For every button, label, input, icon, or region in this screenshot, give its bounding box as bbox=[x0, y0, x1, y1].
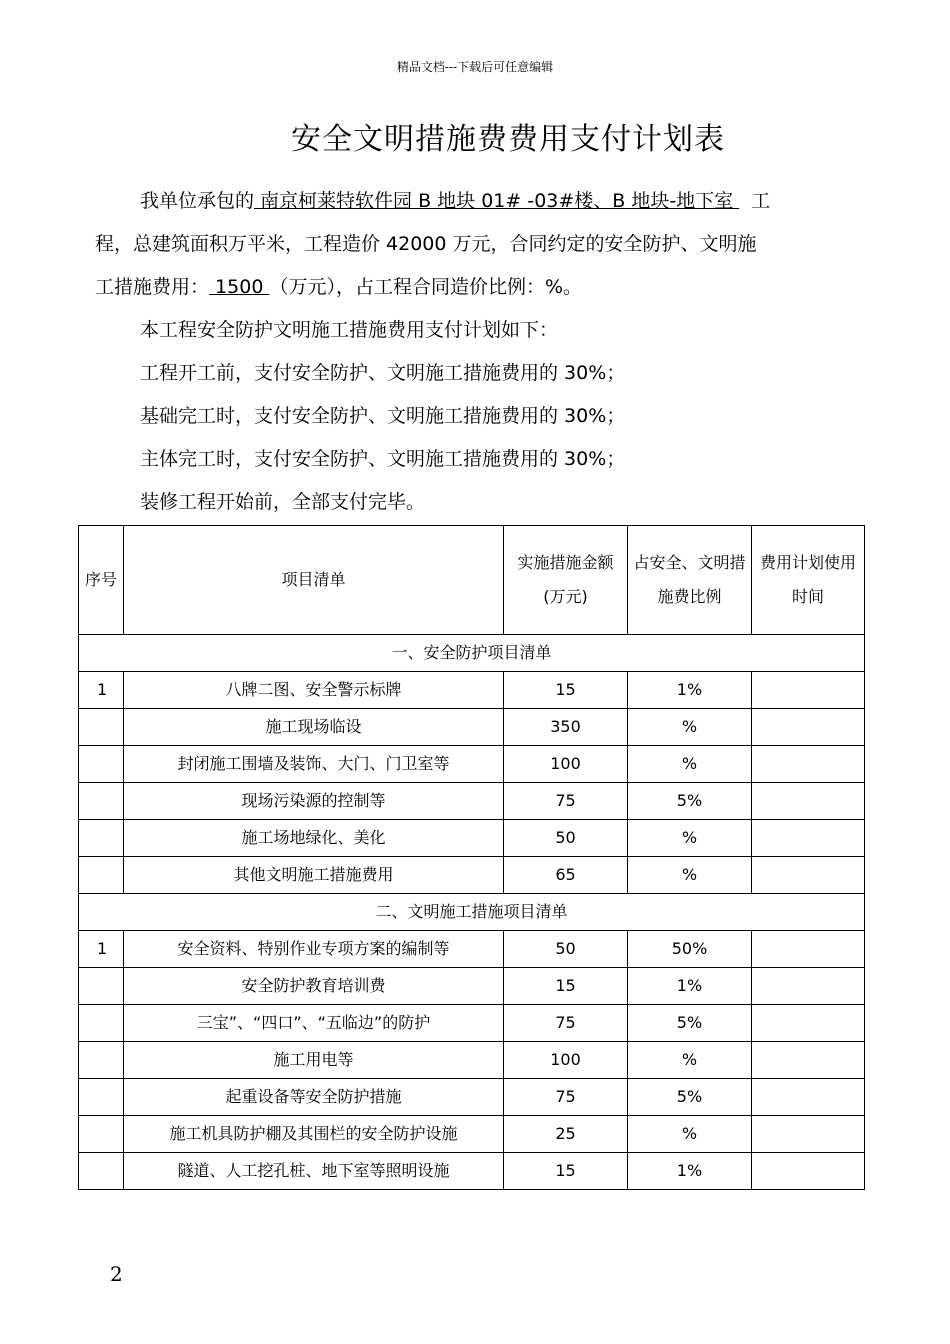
cell-item: 现场污染源的控制等 bbox=[124, 783, 504, 820]
cell-ratio: 1% bbox=[628, 672, 752, 709]
cell-item: 起重设备等安全防护措施 bbox=[124, 1079, 504, 1116]
cell-amount: 15 bbox=[504, 672, 628, 709]
cell-amount: 75 bbox=[504, 783, 628, 820]
cell-ratio: 1% bbox=[628, 968, 752, 1005]
cell-item: 施工场地绿化、美化 bbox=[124, 820, 504, 857]
page-number: 2 bbox=[110, 1262, 123, 1286]
table-row bbox=[79, 1005, 865, 1042]
cell-no bbox=[79, 709, 124, 746]
table-row bbox=[79, 746, 865, 783]
cell-time bbox=[752, 746, 865, 783]
section-row bbox=[79, 894, 865, 931]
cell-no bbox=[79, 1116, 124, 1153]
intro-line-2: 程，总建筑面积万平米，工程造价 42000 万元，合同约定的安全防护、文明施 bbox=[95, 233, 757, 255]
cell-amount: 50 bbox=[504, 820, 628, 857]
header-ratio: 占安全、文明措施费比例 bbox=[628, 526, 752, 635]
cell-amount: 15 bbox=[504, 1153, 628, 1190]
cell-amount: 350 bbox=[504, 709, 628, 746]
page-title: 安全文明措施费费用支付计划表 bbox=[291, 122, 725, 157]
fee-label: 工措施费用： bbox=[95, 276, 210, 298]
table-row bbox=[79, 857, 865, 894]
header-amount: 实施措施金额(万元) bbox=[504, 526, 628, 635]
cell-item: 施工用电等 bbox=[124, 1042, 504, 1079]
header-note: 精品文档---下载后可任意编辑 bbox=[396, 60, 554, 74]
cell-amount: 15 bbox=[504, 968, 628, 1005]
cell-no bbox=[79, 1042, 124, 1079]
cell-item: 施工现场临设 bbox=[124, 709, 504, 746]
cell-time bbox=[752, 1153, 865, 1190]
cell-ratio: 5% bbox=[628, 783, 752, 820]
cell-ratio: 50% bbox=[628, 931, 752, 968]
cell-item: 其他文明施工措施费用 bbox=[124, 857, 504, 894]
table-row bbox=[79, 1116, 865, 1153]
cell-item: 三宝”、“四口”、“五临边”的防护 bbox=[124, 1005, 504, 1042]
project-name: 南京柯莱特软件园 B 地块 01# -03#楼、B 地块-地下室 bbox=[254, 190, 740, 212]
cell-amount: 50 bbox=[504, 931, 628, 968]
section-row bbox=[79, 635, 865, 672]
cell-amount: 25 bbox=[504, 1116, 628, 1153]
table-header-row bbox=[79, 526, 865, 635]
header-time: 费用计划使用时间 bbox=[752, 526, 865, 635]
cell-ratio: 5% bbox=[628, 1005, 752, 1042]
cell-item: 隧道、人工挖孔桩、地下室等照明设施 bbox=[124, 1153, 504, 1190]
cell-amount: 75 bbox=[504, 1005, 628, 1042]
cell-ratio: % bbox=[628, 1042, 752, 1079]
section-title: 二、文明施工措施项目清单 bbox=[79, 894, 865, 931]
cell-time bbox=[752, 968, 865, 1005]
plan-line: 工程开工前，支付安全防护、文明施工措施费用的 30%； bbox=[140, 362, 626, 384]
cell-no bbox=[79, 968, 124, 1005]
cell-time bbox=[752, 709, 865, 746]
cell-no: 1 bbox=[79, 672, 124, 709]
cell-amount: 100 bbox=[504, 746, 628, 783]
cell-ratio: % bbox=[628, 857, 752, 894]
fee-amount: 1500 bbox=[209, 276, 270, 298]
plan-line: 装修工程开始前，全部支付完毕。 bbox=[140, 491, 426, 513]
intro-suffix: 工 bbox=[751, 190, 771, 212]
cell-time bbox=[752, 1042, 865, 1079]
cell-amount: 75 bbox=[504, 1079, 628, 1116]
cell-time bbox=[752, 931, 865, 968]
cell-no bbox=[79, 857, 124, 894]
cell-item: 安全防护教育培训费 bbox=[124, 968, 504, 1005]
cell-ratio: % bbox=[628, 709, 752, 746]
cell-time bbox=[752, 857, 865, 894]
cell-item: 封闭施工围墙及装饰、大门、门卫室等 bbox=[124, 746, 504, 783]
cell-ratio: 1% bbox=[628, 1153, 752, 1190]
cell-item: 安全资料、特别作业专项方案的编制等 bbox=[124, 931, 504, 968]
fee-ratio-text: （万元），占工程合同造价比例：%。 bbox=[269, 276, 583, 298]
table-row bbox=[79, 1079, 865, 1116]
cell-time bbox=[752, 1116, 865, 1153]
table-row bbox=[79, 931, 865, 968]
cell-time bbox=[752, 1079, 865, 1116]
plan-line: 本工程安全防护文明施工措施费用支付计划如下： bbox=[140, 319, 559, 341]
cell-no bbox=[79, 1153, 124, 1190]
intro-prefix: 我单位承包的 bbox=[140, 190, 255, 212]
cell-no bbox=[79, 1079, 124, 1116]
cell-amount: 100 bbox=[504, 1042, 628, 1079]
cell-ratio: % bbox=[628, 820, 752, 857]
table-row bbox=[79, 783, 865, 820]
cell-time bbox=[752, 783, 865, 820]
cell-no bbox=[79, 783, 124, 820]
cell-amount: 65 bbox=[504, 857, 628, 894]
table-row bbox=[79, 968, 865, 1005]
plan-line: 主体完工时，支付安全防护、文明施工措施费用的 30%； bbox=[140, 448, 626, 470]
cell-ratio: % bbox=[628, 1116, 752, 1153]
table-row bbox=[79, 1153, 865, 1190]
cell-item: 八牌二图、安全警示标牌 bbox=[124, 672, 504, 709]
header-no: 序号 bbox=[79, 526, 124, 635]
cell-no bbox=[79, 1005, 124, 1042]
cell-no: 1 bbox=[79, 931, 124, 968]
cell-ratio: 5% bbox=[628, 1079, 752, 1116]
header-item: 项目清单 bbox=[124, 526, 504, 635]
table-row bbox=[79, 709, 865, 746]
table-row bbox=[79, 1042, 865, 1079]
table-row bbox=[79, 672, 865, 709]
table-row bbox=[79, 820, 865, 857]
cell-ratio: % bbox=[628, 746, 752, 783]
cell-item: 施工机具防护棚及其围栏的安全防护设施 bbox=[124, 1116, 504, 1153]
cell-time bbox=[752, 1005, 865, 1042]
cell-no bbox=[79, 746, 124, 783]
section-title: 一、安全防护项目清单 bbox=[79, 635, 865, 672]
cell-time bbox=[752, 672, 865, 709]
payment-plan-table bbox=[78, 525, 865, 1190]
cell-no bbox=[79, 820, 124, 857]
cell-time bbox=[752, 820, 865, 857]
plan-line: 基础完工时，支付安全防护、文明施工措施费用的 30%； bbox=[140, 405, 626, 427]
